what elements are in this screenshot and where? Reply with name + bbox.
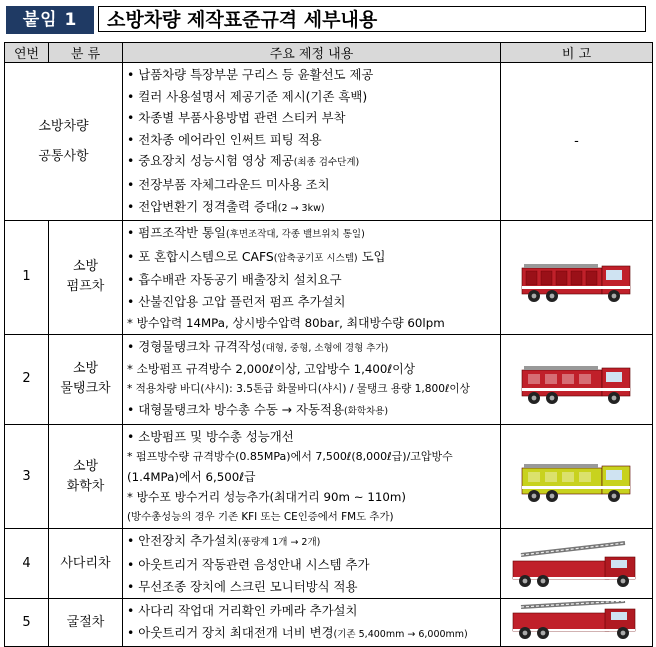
title-bar [6,6,648,34]
list-item: • 산불진압용 고압 플런저 펌프 추가설치 [127,293,346,309]
ladder-truck-image [501,529,653,599]
table-row [5,63,653,221]
list-item: • 사다리 작업대 거리확인 카메라 추가설치 [127,603,358,619]
spec-table [4,42,653,647]
content-cell [123,529,501,599]
list-item: • 중요장치 성능시험 영상 제공(최종 검수단계) [127,153,360,169]
table-row [5,529,653,599]
content-cell [123,221,501,334]
list-item: • 흡수배관 자동공기 배출장치 설치요구 [127,272,342,288]
header-row [5,43,653,63]
list-item: * 펌프방수량 규격방수(0.85MPa)에서 7,500ℓ(8,000ℓ급)/고압방수 [127,450,453,464]
content-cell [123,424,501,529]
note-cell: - [501,63,653,221]
list-item: * 방수포 방수거리 성능추가(최대거리 90m ~ 110m) [127,490,406,505]
row-number: 4 [5,529,49,599]
list-item: * 적용차량 바디(샤시): 3.5톤급 화물바디(샤시) / 물탱크 용량 1,800ℓ이상 [127,383,470,396]
table-row [5,424,653,529]
list-item: • 무선조종 장치에 스크린 모니터방식 적용 [127,578,358,594]
water-tank-truck-image [501,334,653,424]
list-item: • 전압변환기 정격출력 증대(2 → 3kw) [127,198,325,214]
list-item: • 포 혼합시스템으로 CAFS(압축공기포 시스템) 도입 [127,248,386,264]
list-item: • 전차종 에어라인 인써트 피팅 적용 [127,131,322,147]
page-title: 소방차량 제작표준규격 세부내용 [98,6,646,32]
category-cell: 사다리차 [49,529,123,599]
list-item: * 방수압력 14MPa, 상시방수압력 80bar, 최대방수량 60lpm [127,315,445,330]
col-note: 비 고 [501,43,653,63]
list-item: • 차종별 부품사용방법 관련 스티커 부착 [127,110,346,126]
pump-truck-image [501,221,653,334]
list-item: • 안전장치 추가설치(풍량계 1개 → 2개) [127,533,321,549]
table-row [5,221,653,334]
list-item: • 컬러 사용설명서 제공기준 제시(기존 흑백) [127,88,368,104]
table-row [5,334,653,424]
category-cell: 소방 펌프차 [49,221,123,334]
content-cell [123,63,501,221]
content-cell [123,334,501,424]
list-item: • 소방펌프 및 방수총 성능개선 [127,428,294,444]
category-cell: 굴절차 [49,599,123,647]
list-item: (1.4MPa)에서 6,500ℓ급 [127,470,256,485]
list-item: • 전장부품 자체그라운드 미사용 조치 [127,176,330,192]
list-item: • 대형물탱크차 방수총 수동 → 자동적용(화학차용) [127,402,389,418]
category-cell: 소방 물탱크차 [49,334,123,424]
category-cell: 소방차량 공통사항 [5,63,123,221]
row-number: 3 [5,424,49,529]
attachment-badge: 붙임 1 [6,6,94,34]
list-item: * 소방펌프 규격방수 2,000ℓ이상, 고압방수 1,400ℓ이상 [127,362,416,377]
row-number: 5 [5,599,49,647]
list-item: • 경형물탱크차 규격작성(대형, 중형, 소형에 경형 추가) [127,338,389,354]
row-number: 2 [5,334,49,424]
chemical-truck-image [501,424,653,529]
list-item: • 납품차량 특장부분 구리스 등 윤활선도 제공 [127,67,374,82]
category-cell: 소방 화학차 [49,424,123,529]
col-no: 연번 [5,43,49,63]
table-row [5,599,653,647]
row-number: 1 [5,221,49,334]
list-item: • 아웃트리거 작동관련 음성안내 시스템 추가 [127,556,370,572]
col-category: 분 류 [49,43,123,63]
aerial-truck-image [501,599,653,647]
list-item: • 아웃트리거 장치 최대전개 너비 변경(기존 5,400mm → 6,000mm) [127,624,468,640]
list-item: • 펌프조작반 통일(후면조작대, 각종 밸브위치 통일) [127,225,365,241]
col-content: 주요 제정 내용 [123,43,501,63]
list-item: (방수총성능의 경우 기존 KFI 또는 CE인증에서 FM도 추가) [127,511,394,524]
content-cell [123,599,501,647]
